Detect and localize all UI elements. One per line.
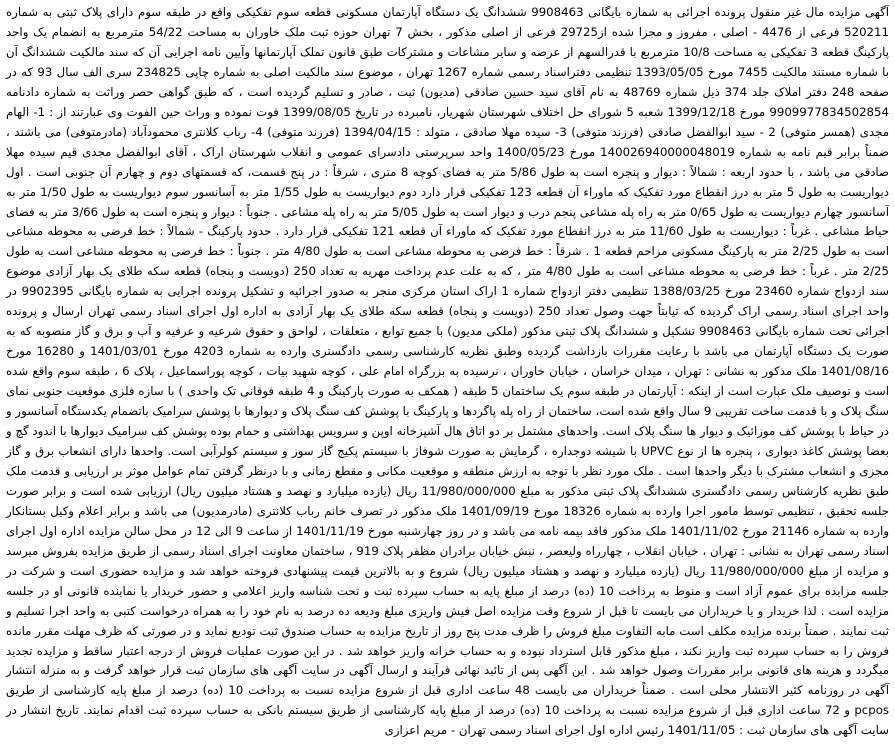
- auction-notice-text: آگهی مزایده مال غیر منقول پرونده اجرائی به شماره بایگانی 9908463 ششدانگ یک دستگاه آپارتمان مسکونی قطعه سوم تفکیکی واقع در طبقه سوم دارای پلاک ثبتی به شماره 520211 فرعی از 4476 - اصلی ، مفروز و مجزا شده از29725 فرعی از اصلی مذکور ، بخش 7 تهران حوزه ثبت ملک خاوران به مساحت 54/22 مترمربع به انضمام یک واحد پارکینگ قطعه 3 تفکیکی به مساحت 10/8 مترمربع با قدرالسهم از عرصه و سایر مشاعات و مشترکات طبق قانون تملک آپارتمانها وآیین نامه اجرایی آن که سند مالکیت ششدانگ آن با شماره مستند مالکیت 7455 مورخ 1393/05/05 تنظیمی دفتراسناد رسمی شماره 1267 تهران ، موضوع سند مالکیت اصلی به شماره چاپی 234825 سری الف سال 93 که در صفحه 248 دفتر املاک جلد 374 ذیل شماره 48769 به نام آقای سید حسین صادقی (مدیون) ثبت ، صادر و تسلیم گردیده است ، که طبق گواهی حصر وراثت به شماره دادنامه 9909977834502854 مورخ 1399/12/18 شعبه 5 شورای حل اختلاف شهرستان شهریار، نامبرده در تاریخ 1399/08/05 فوت نموده و وراث حین الفوت وی عبارتند از : 1- الهام مجدی (همسر متوفی) 2 - سید ابوالفضل صادقی (فرزند متوفی) 3- سیده مهلا صادقی ، متولد : 1394/04/15 (فرزند متوفی) 4- رباب کلانتری محمودآباد (مادرمتوفی) می باشند ، ضمناً برابر قیم نامه به شماره 140026940000048019 مورخ 1400/05/23 واحد سرپرستی دادسرای عمومی و انقلاب شهرستان اراک ، آقای ابوالفضل مجدی قیم سیده مهلا صادقی می باشد ، با حدود اربعه : شمالاً : دیوار و پنجره است به طول 5/86 متر به فضای کوچه 8 متری ، شرقاً : در پنج قسمت، که قسمتهای دوم و چهارم آن جنوبی است . اول دیواریست به طول 5 متر به درز انقطاع مورد تفکیک که ماوراء آن قطعه 123 تفکیکی قرار دارد دوم دیواریست به طول 1/55 متر به آسانسور سوم دیواریست به طول 1/50 متر به آسانسور چهارم دیواریست به طول 0/65 متر به راه پله مشاعی پنجم درب و دیوار است به طول 5/05 متر به راه پله مشاعی . جنوباً : دیوار و پنجره است به طول 3/66 متر به فضای حیاط مشاعی . غرباً : دیواریست به طول 11/60 متر به درز انقطاع مورد تفکیک که ماوراء آن قطعه 121 تفکیکی قرار دارد . حدود پارکینگ - شمالاً : خط فرضی به محوطه مشاعی است به طول 2/25 متر به پارکینگ مسکونی مزاحم قطعه 1 . شرقاً : خط فرضی به محوطه مشاعی است به طول 4/80 متر . جنوباً : خط فرضی به محوطه مشاعی است به طول 2/25 متر . غرباً : خط فرضی به محوطه مشاعی است به طول 4/80 متر ، که به علت عدم پرداخت مهریه به تعداد 250 (دویست و پنجاه) قطعه سکه طلای یک بهار آزادی موضوع سند ازدواج شماره 23460 مورخ 1388/03/25 تنظیمی دفتر ازدواج شماره 1 اراک استان مرکزی منجر به صدور اجرائیه و تشکیل پرونده اجرایی به شماره بایگانی 9902395 در واحد اجرای اسناد رسمی اراک گردیده که تیابتاً جهت وصول تعداد 250 (دویست و پنجاه) قطعه سکه طلای یک بهار آزادی به اداره اول اجرای اسناد رسمی تهران ارسال و پرونده اجرائی تحت شماره بایگانی 9908463 تشکیل و ششدانگ پلاک ثبتی مذکور (ملکی مدیون) با جمیع توابع ، متعلقات ، لواحق و حقوق شرعیه و عرفیه و آب و برق و گاز منصوبه که به صورت یک دستگاه آپارتمان می باشد با رعایت مقررات بازداشت گردیده وطبق نظریه کارشناسی رسمی دادگستری وارده به شماره 4203 مورخ 1401/03/01 و 16280 مورخ 1401/08/16 ملک مذکور به نشانی : تهران ، میدان خراسان ، خیابان خاوران ، نرسیده به بزرگراه امام علی ، کوچه شهید بیات ، کوچه پوراسماعیل ، پلاک 6 ، طبقه سوم واقع شده است و توصیف ملک عبارت است از اینکه : آپارتمان در طبقه سوم یک ساختمان 5 طبقه ( همکف به صورت پارکینگ و 4 طبقه فوقانی تک واحدی ) با سازه فلزی موقعیت جنوبی نمای سنگ پلاک و با قدمت ساخت تقریبی 9 سال واقع شده است، ساختمان از راه پله پاگردها و پارکینگ با پوشش کف سنگ پلاک و دیوارها با پوشش سرامیک باتضمام یکدستگاه آسانسور و در حیاط با پوشش کف موزائیک و دیوار ها سنگ پلاک است. واحدهای مشتمل بر دو اتاق هال آشپزخانه اوپن و سرویس بهداشتی و حمام بوده پوشش کف سرامیک دیوارها با اندود گچ و بعضا پوشش کاغذ دیواری ، پنجره ها از نوع UPVC با شیشه دوجداره ، گرمایش به صورت شوفاژ با سیستم پکیج گاز سوز و سیستم کولرآبی است. واحدها دارای انشعاب برق و گاز مجزی و انشعاب مشترک با دیگر واحدها است . ملک مورد نظر با توجه به ارزش منطقه و موقعیت مکانی و مقطع زمانی و با درنظر گرفتن تمام عوامل موثر بر ارزیابی و قدمت ملک طبق نظریه کارشناس رسمی دادگستری ششدانگ پلاک ثبتی مذکور به مبلغ 11/980/000/000 ریال (یازده میلیارد و نهصد و هشتاد میلیون ریال) ارزیابی شده است و برابر صورت جلسه تحقیق ، تنظیمی توسط مامور اجرا وارده به شماره 18326 مورخ 1401/09/19 ملک مذکور در تصرف خانم رباب کلانتری (مادرمدیون) می باشد و برابر اعلام وکیل بستانکار وارده به شماره 21146 مورخ 1401/11/02 ملک مذکور فاقد بیمه نامه می باشد و در روز چهارشنبه مورخ 1401/11/19 از ساعت 9 الی 12 در محل سالن مزایده اداره اول اجرای اسناد رسمی تهران به نشانی : تهران ، خیابان انقلاب ، چهارراه ولیعصر ، نبش خیابان برادران مظفر پلاک 919 ، ساختمان معاونت اجرای اسناد رسمی از طریق مزایده بفروش میرسد و مزایده از مبلغ 11/980/000/000 ریال (یازده میلیارد و نهصد و هشتاد میلیون ریال) شروع و به بالاترین قیمت پیشنهادی فروخته خواهد شد و مزایده حضوری است و شرکت در جلسه مزایده برای عموم آزاد است و منوط به پرداخت 10 (ده) درصد از مبلغ پایه به حساب سپرده ثبت و تحت شناسه واریز اعلامی و حضور خریدار یا نماینده قانونی او در جلسه مزایده است . لذا خریدار و یا خریداران می بایست تا قبل از شروع وقت مزایده اصل فیش واریزی مبلغ ودیعه ده درصد به نام خود را به همراه درخواست کتبی به واحد اجرا تسلیم و ثبت نمایند . ضمناً برنده مزایده مکلف است مابه التفاوت مبلغ فروش را ظرف مدت پنج روز از تاریخ مزایده به حساب صندوق ثبت تودیع نماید و در صورتی که ظرف مهلت مقرر مانده فروش را به حساب سپرده ثبت واریز نکند ، مبلغ مذکور قابل استرداد نبوده و به حساب خزانه واریز خواهد شد . در این صورت عملیات فروش از درجه اعتبار ساقط و مزایده تجدید میگردد و هزینه های قانونی برابر مقررات وصول خواهد شد . این آگهی پس از تائید نهائی فرآیند و ارسال آگهی در سایت آگهی های سازمان ثبت قرار خواهد گرفت و به منزله انتشار آگهی در روزنامه کثیر الانتشار محلی است . ضمناً خریداران می بایست 48 ساعت اداری قبل از شروع مزایده نسبت به پرداخت 10 (ده) درصد از مبلغ پایه کارشناسی از طریق pcpos و 72 ساعت اداری قبل از شروع مزایده نسبت به پرداخت 10 (ده) درصد از مبلغ پایه کارشناسی از طریق سیستم بانکی به حساب سپرده ثبت اقدام نمایند. تاریخ انتشار در سایت آگهی های سازمان ثبت : 1401/11/05 رئیس اداره اول اجرای اسناد رسمی تهران - مریم اعزازی: [6, 5, 890, 738]
